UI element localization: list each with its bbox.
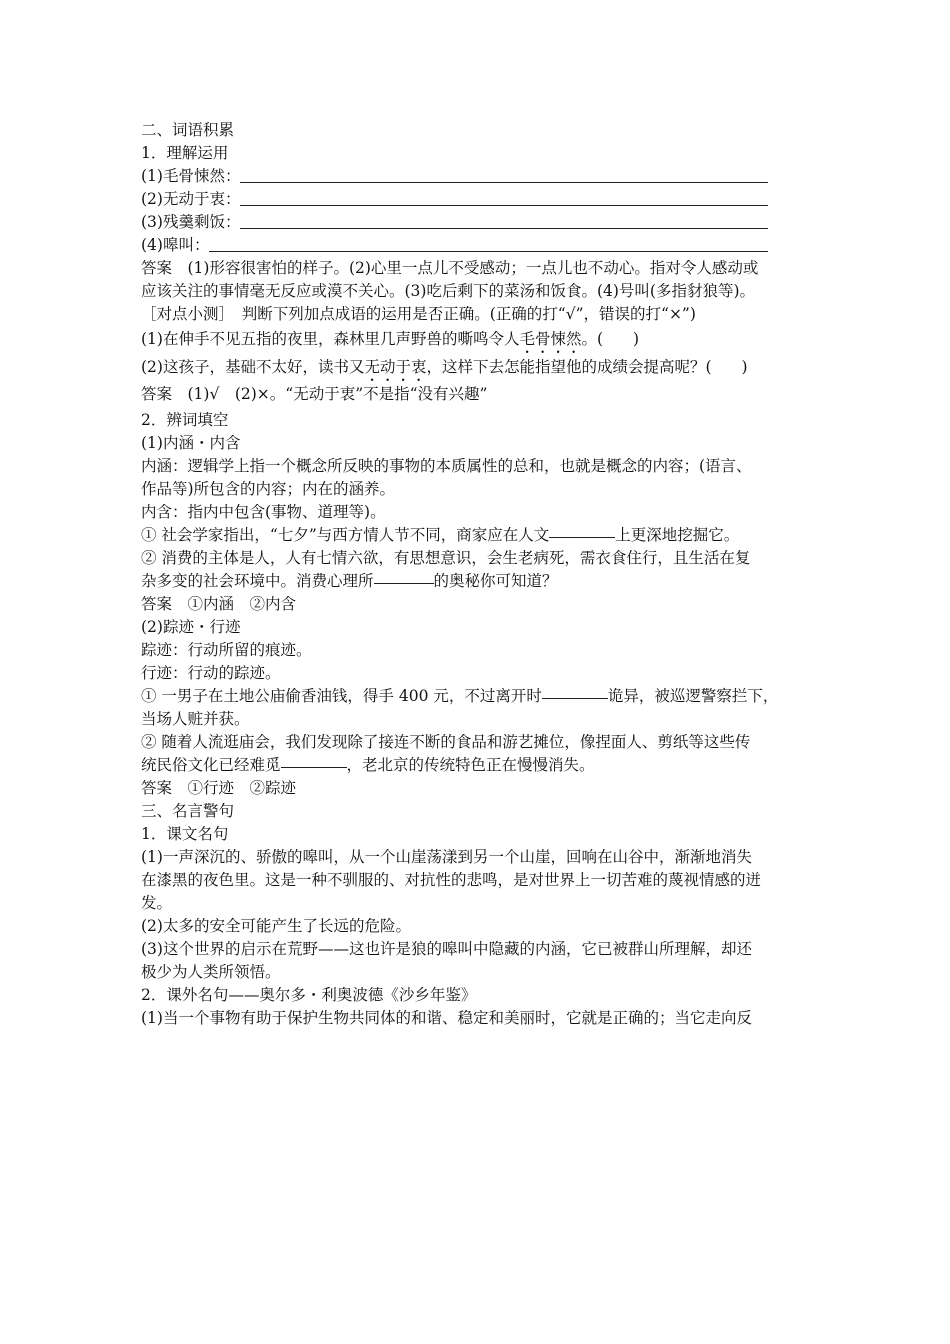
answer-blank bbox=[209, 251, 768, 252]
quote-text: 在漆黑的夜色里。这是一种不驯服的、对抗性的悲鸣，是对世界上一切苦难的蔑视情感的迸 bbox=[141, 870, 762, 889]
answer-text: 答案 ①行迹 ②踪迹 bbox=[141, 778, 297, 797]
quote-text: (3)这个世界的启示在荒野——这也许是狼的嗥叫中隐藏的内涵，它已被群山所理解，却还 bbox=[141, 939, 752, 958]
answer-text: 答案 ①内涵 ②内含 bbox=[141, 594, 297, 613]
exercise-sentence: 杂多变的社会环境中。消费心理所 的奥秘你可知道？ bbox=[141, 571, 558, 590]
definition-text: 内含：指内中包含(事物、道理等)。 bbox=[141, 502, 386, 521]
document-page bbox=[141, 119, 831, 1030]
exercise-sentence: ① 社会学家指出，“七夕”与西方情人节不同，商家应在人文 上更深地挖掘它。 bbox=[141, 525, 740, 544]
fill-line-4 bbox=[141, 234, 831, 257]
question-text: ) bbox=[633, 330, 640, 348]
word-pair-heading: (1)内涵・内含 bbox=[141, 433, 241, 452]
quote-text: (1)一声深沉的、骄傲的嗥叫，从一个山崖荡漾到另一个山崖，回响在山谷中，渐渐地消失 bbox=[141, 847, 752, 866]
quote-text: (2)太多的安全可能产生了长远的危险。 bbox=[141, 916, 411, 935]
section-heading-vocabulary: 二、词语积累 bbox=[141, 121, 235, 139]
subheading-text-quotes: 1．课文名句 bbox=[141, 824, 229, 843]
definition-text: 行迹：行动的踪迹。 bbox=[141, 663, 281, 682]
exercise-sentence: ② 消费的主体是人，人有七情六欲，有思想意识，会生老病死，需衣食住行，且生活在复 bbox=[141, 548, 751, 567]
question-text: (2)这孩子，基础不太好，读书又 bbox=[141, 357, 365, 376]
word-pair-heading: (2)踪迹・行迹 bbox=[141, 617, 241, 636]
quote-text: 极少为人类所领悟。 bbox=[141, 962, 281, 981]
quiz-question-2 bbox=[141, 354, 831, 382]
definition-text: 内涵：逻辑学上指一个概念所反映的事物的本质属性的总和，也就是概念的内容；(语言、 bbox=[141, 456, 752, 475]
answer-blank bbox=[240, 228, 768, 229]
question-text: (1)在伸手不见五指的夜里，森林里几声野兽的嘶鸣令人 bbox=[141, 330, 520, 348]
definition-text: 踪迹：行动所留的痕迹。 bbox=[141, 640, 312, 659]
dotted-idiom: 毛骨悚然 bbox=[519, 330, 582, 348]
fill-line-3 bbox=[141, 211, 831, 234]
answer-blank bbox=[240, 205, 768, 206]
question-text: 。( bbox=[581, 330, 604, 348]
fill-blank bbox=[374, 583, 434, 584]
quote-text: 发。 bbox=[141, 893, 173, 912]
exercise-sentence: ② 随着人流逛庙会，我们发现除了接连不断的食品和游艺摊位，像捏面人、剪纸等这些传 bbox=[141, 732, 751, 751]
exercise-sentence: 统民俗文化已经难觅 ，老北京的传统特色正在慢慢消失。 bbox=[141, 755, 595, 774]
question-text: ) bbox=[741, 357, 748, 376]
dotted-idiom: 无动于衷 bbox=[364, 357, 427, 376]
fill-line-1 bbox=[141, 165, 831, 188]
fill-blank bbox=[549, 537, 615, 538]
fill-blank bbox=[542, 698, 608, 699]
quiz-instructions: ［对点小测］ 判断下列加点成语的运用是否正确。(正确的打“√”，错误的打“×”) bbox=[141, 305, 696, 323]
exercise-sentence: ① 一男子在土地公庙偷香油钱，得手 400 元，不过离开时 诡异，被巡逻警察拦下， bbox=[141, 686, 779, 705]
subheading-word-choice: 2．辨词填空 bbox=[141, 410, 229, 429]
exercise-sentence: 当场人赃并获。 bbox=[141, 709, 250, 728]
fill-label: (2)无动于衷： bbox=[141, 190, 241, 208]
fill-label: (4)嗥叫： bbox=[141, 236, 210, 254]
answer-text: 答案 (1)形容很害怕的样子。(2)心里一点儿不受感动；一点儿也不动心。指对令人感动或 bbox=[141, 259, 759, 277]
quiz-question-1 bbox=[141, 326, 831, 354]
question-text: ，这样下去怎能指望他的成绩会提高呢？( bbox=[426, 357, 712, 376]
answer-blank bbox=[240, 182, 768, 183]
fill-blank bbox=[281, 767, 347, 768]
fill-label: (3)残羹剩饭： bbox=[141, 213, 241, 231]
section-heading-quotes: 三、名言警句 bbox=[141, 801, 235, 820]
answer-text: 答案 (1)√ (2)×。“无动于衷”不是指“没有兴趣” bbox=[141, 385, 488, 403]
fill-line-2 bbox=[141, 188, 831, 211]
subheading-extra-quotes: 2．课外名句——奥尔多・利奥波德《沙乡年鉴》 bbox=[141, 985, 477, 1004]
fill-label: (1)毛骨悚然： bbox=[141, 167, 241, 185]
definition-text: 作品等)所包含的内容；内在的涵养。 bbox=[141, 479, 396, 498]
answer-text: 应该关注的事情毫无反应或漠不关心。(3)吃后剩下的菜汤和饭食。(4)号叫(多指豺狼等)。 bbox=[141, 282, 756, 300]
quote-text: (1)当一个事物有助于保护生物共同体的和谐、稳定和美丽时，它就是正确的；当它走向反 bbox=[141, 1008, 752, 1027]
subheading-understand-use: 1．理解运用 bbox=[141, 144, 229, 162]
